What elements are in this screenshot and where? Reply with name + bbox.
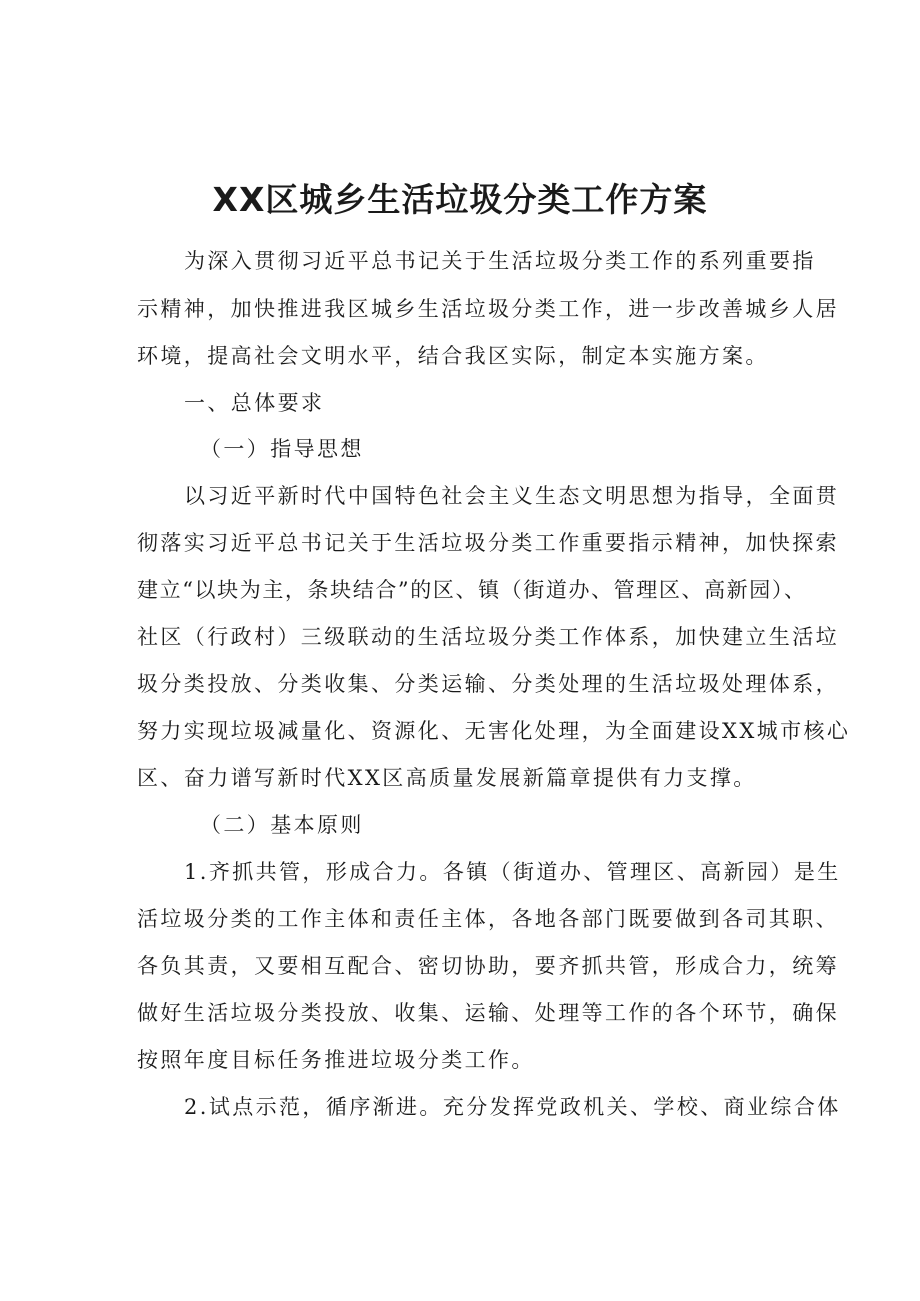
paragraph-line: 1.齐抓共管，形成合力。各镇（街道办、管理区、高新园）是生 (184, 860, 841, 884)
paragraph-line: 区、奋力谱写新时代XX区高质量发展新篇章提供有力支撑。 (137, 766, 757, 790)
paragraph-line: 为深入贯彻习近平总书记关于生活垃圾分类工作的系列重要指 (184, 249, 816, 273)
paragraph-line: 社区（行政村）三级联动的生活垃圾分类工作体系，加快建立生活垃 (137, 625, 839, 649)
paragraph-line: 按照年度目标任务推进垃圾分类工作。 (137, 1048, 535, 1072)
paragraph-line: 2.试点示范，循序渐进。充分发挥党政机关、学校、商业综合体 (184, 1095, 841, 1119)
subsection-heading: （二）基本原则 (200, 813, 364, 837)
subsection-heading: （一）指导思想 (200, 437, 364, 461)
paragraph-line: 做好生活垃圾分类投放、收集、运输、处理等工作的各个环节，确保 (137, 1001, 839, 1025)
paragraph-line: 活垃圾分类的工作主体和责任主体，各地各部门既要做到各司其职、 (137, 907, 839, 931)
paragraph-line: 各负其责，又要相互配合、密切协助，要齐抓共管，形成合力，统筹 (137, 954, 839, 978)
section-heading: 一、总体要求 (184, 391, 325, 415)
paragraph-line: 彻落实习近平总书记关于生活垃圾分类工作重要指示精神，加快探索 (137, 531, 839, 555)
paragraph-line: 环境，提高社会文明水平，结合我区实际，制定本实施方案。 (137, 344, 769, 368)
paragraph-line: 示精神，加快推进我区城乡生活垃圾分类工作，进一步改善城乡人居 (137, 297, 839, 321)
paragraph-line: 建立“以块为主，条块结合”的区、镇（街道办、管理区、高新园）、 (137, 578, 807, 602)
document-title: XX区城乡生活垃圾分类工作方案 (212, 180, 708, 219)
paragraph-line: 努力实现垃圾减量化、资源化、无害化处理，为全面建设XX城市核心 (137, 719, 851, 743)
paragraph-line: 以习近平新时代中国特色社会主义生态文明思想为指导，全面贯 (184, 484, 840, 508)
paragraph-line: 圾分类投放、分类收集、分类运输、分类处理的生活垃圾处理体系， (137, 672, 839, 696)
